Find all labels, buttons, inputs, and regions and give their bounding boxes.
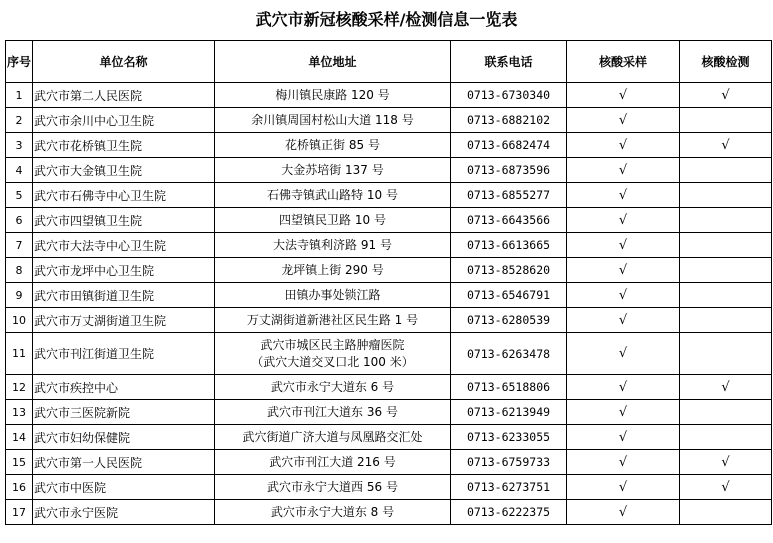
info-table bbox=[5, 40, 772, 525]
row-testing-check bbox=[680, 333, 772, 375]
row-address-line-2: （武穴大道交叉口北 100 米） bbox=[251, 354, 414, 369]
row-address bbox=[215, 333, 451, 375]
row-seq: 9 bbox=[6, 283, 33, 308]
table-row bbox=[6, 133, 772, 158]
row-address-line: 龙坪镇上街 290 号 bbox=[281, 262, 384, 277]
row-phone: 0713-8528620 bbox=[451, 258, 567, 283]
row-unit-name: 武穴市大金镇卫生院 bbox=[33, 158, 215, 183]
row-phone: 0713-6233055 bbox=[451, 425, 567, 450]
row-sampling-check: √ bbox=[567, 183, 680, 208]
row-testing-check bbox=[680, 108, 772, 133]
row-sampling-check: √ bbox=[567, 450, 680, 475]
row-address bbox=[215, 133, 451, 158]
row-testing-check bbox=[680, 258, 772, 283]
row-address bbox=[215, 108, 451, 133]
row-address-line: 大金苏培街 137 号 bbox=[281, 162, 384, 177]
row-seq: 4 bbox=[6, 158, 33, 183]
row-sampling-check: √ bbox=[567, 233, 680, 258]
table-row bbox=[6, 475, 772, 500]
row-unit-name: 武穴市花桥镇卫生院 bbox=[33, 133, 215, 158]
row-address bbox=[215, 450, 451, 475]
row-phone: 0713-6682474 bbox=[451, 133, 567, 158]
row-address bbox=[215, 283, 451, 308]
row-address-line: 四望镇民卫路 10 号 bbox=[279, 212, 386, 227]
row-address-line: 武穴市刊江大道东 36 号 bbox=[267, 404, 398, 419]
row-address-line: 石佛寺镇武山路特 10 号 bbox=[267, 187, 398, 202]
table-row bbox=[6, 83, 772, 108]
row-testing-check bbox=[680, 158, 772, 183]
row-seq: 10 bbox=[6, 308, 33, 333]
row-address-line: 武穴市刊江大道 216 号 bbox=[269, 454, 396, 469]
row-sampling-check: √ bbox=[567, 308, 680, 333]
row-seq: 7 bbox=[6, 233, 33, 258]
row-sampling-check: √ bbox=[567, 425, 680, 450]
row-address-line: 武穴市城区民主路肿瘤医院 bbox=[260, 337, 405, 352]
row-phone: 0713-6643566 bbox=[451, 208, 567, 233]
header-testing: 核酸检测 bbox=[680, 41, 772, 83]
row-address-line: 田镇办事处锁江路 bbox=[284, 287, 381, 302]
header-sampling: 核酸采样 bbox=[567, 41, 680, 83]
header-seq: 序号 bbox=[6, 41, 33, 83]
row-sampling-check: √ bbox=[567, 475, 680, 500]
row-seq: 8 bbox=[6, 258, 33, 283]
row-unit-name: 武穴市疾控中心 bbox=[33, 375, 215, 400]
row-phone: 0713-6263478 bbox=[451, 333, 567, 375]
row-testing-check bbox=[680, 425, 772, 450]
row-unit-name: 武穴市四望镇卫生院 bbox=[33, 208, 215, 233]
header-row bbox=[6, 41, 772, 83]
row-sampling-check: √ bbox=[567, 375, 680, 400]
page-title: 武穴市新冠核酸采样/检测信息一览表 bbox=[255, 10, 518, 29]
row-sampling-check: √ bbox=[567, 333, 680, 375]
row-address-line: 花桥镇正街 85 号 bbox=[285, 137, 380, 152]
row-unit-name: 武穴市万丈湖街道卫生院 bbox=[33, 308, 215, 333]
row-phone: 0713-6546791 bbox=[451, 283, 567, 308]
row-phone: 0713-6613665 bbox=[451, 233, 567, 258]
row-testing-check bbox=[680, 208, 772, 233]
row-seq: 1 bbox=[6, 83, 33, 108]
row-phone: 0713-6280539 bbox=[451, 308, 567, 333]
row-unit-name: 武穴市刊江街道卫生院 bbox=[33, 333, 215, 375]
table-row bbox=[6, 258, 772, 283]
table-row bbox=[6, 208, 772, 233]
table-row bbox=[6, 183, 772, 208]
row-address bbox=[215, 308, 451, 333]
row-phone: 0713-6213949 bbox=[451, 400, 567, 425]
row-sampling-check: √ bbox=[567, 400, 680, 425]
row-sampling-check: √ bbox=[567, 208, 680, 233]
row-testing-check: √ bbox=[680, 450, 772, 475]
row-testing-check bbox=[680, 183, 772, 208]
row-address-line: 武穴市永宁大道东 8 号 bbox=[270, 504, 395, 519]
row-testing-check: √ bbox=[680, 475, 772, 500]
row-address bbox=[215, 183, 451, 208]
row-phone: 0713-6730340 bbox=[451, 83, 567, 108]
row-seq: 15 bbox=[6, 450, 33, 475]
row-unit-name: 武穴市余川中心卫生院 bbox=[33, 108, 215, 133]
row-unit-name: 武穴市石佛寺中心卫生院 bbox=[33, 183, 215, 208]
row-testing-check bbox=[680, 233, 772, 258]
row-sampling-check: √ bbox=[567, 108, 680, 133]
header-name: 单位名称 bbox=[33, 41, 215, 83]
row-address bbox=[215, 258, 451, 283]
row-address bbox=[215, 500, 451, 525]
row-sampling-check: √ bbox=[567, 500, 680, 525]
row-sampling-check: √ bbox=[567, 258, 680, 283]
table-row bbox=[6, 283, 772, 308]
row-address-line: 武穴街道广济大道与凤凰路交汇处 bbox=[242, 429, 423, 444]
table-row bbox=[6, 450, 772, 475]
row-unit-name: 武穴市大法寺中心卫生院 bbox=[33, 233, 215, 258]
row-seq: 11 bbox=[6, 333, 33, 375]
header-address: 单位地址 bbox=[215, 41, 451, 83]
row-unit-name: 武穴市三医院新院 bbox=[33, 400, 215, 425]
table-row bbox=[6, 233, 772, 258]
row-address bbox=[215, 158, 451, 183]
row-unit-name: 武穴市中医院 bbox=[33, 475, 215, 500]
table-row bbox=[6, 500, 772, 525]
row-unit-name: 武穴市永宁医院 bbox=[33, 500, 215, 525]
row-phone: 0713-6882102 bbox=[451, 108, 567, 133]
table-row bbox=[6, 400, 772, 425]
row-phone: 0713-6759733 bbox=[451, 450, 567, 475]
row-address-line: 梅川镇民康路 120 号 bbox=[275, 87, 390, 102]
table-row bbox=[6, 333, 772, 375]
row-unit-name: 武穴市田镇街道卫生院 bbox=[33, 283, 215, 308]
row-address bbox=[215, 425, 451, 450]
row-unit-name: 武穴市妇幼保健院 bbox=[33, 425, 215, 450]
header-phone: 联系电话 bbox=[451, 41, 567, 83]
table-row bbox=[6, 308, 772, 333]
row-seq: 5 bbox=[6, 183, 33, 208]
row-address-line: 武穴市永宁大道东 6 号 bbox=[270, 379, 395, 394]
table-row bbox=[6, 108, 772, 133]
row-address bbox=[215, 400, 451, 425]
row-testing-check bbox=[680, 500, 772, 525]
row-seq: 6 bbox=[6, 208, 33, 233]
row-sampling-check: √ bbox=[567, 133, 680, 158]
row-seq: 13 bbox=[6, 400, 33, 425]
row-testing-check: √ bbox=[680, 83, 772, 108]
row-seq: 14 bbox=[6, 425, 33, 450]
row-sampling-check: √ bbox=[567, 283, 680, 308]
row-testing-check: √ bbox=[680, 375, 772, 400]
row-address-line: 万丈湖街道新港社区民生路 1 号 bbox=[246, 312, 419, 327]
row-phone: 0713-6222375 bbox=[451, 500, 567, 525]
row-sampling-check: √ bbox=[567, 83, 680, 108]
row-address-line: 武穴市永宁大道西 56 号 bbox=[267, 479, 398, 494]
row-testing-check bbox=[680, 283, 772, 308]
row-phone: 0713-6855277 bbox=[451, 183, 567, 208]
row-phone: 0713-6873596 bbox=[451, 158, 567, 183]
row-phone: 0713-6518806 bbox=[451, 375, 567, 400]
row-testing-check: √ bbox=[680, 133, 772, 158]
row-phone: 0713-6273751 bbox=[451, 475, 567, 500]
table-row bbox=[6, 425, 772, 450]
row-address bbox=[215, 233, 451, 258]
row-address bbox=[215, 83, 451, 108]
row-address bbox=[215, 375, 451, 400]
row-address-line: 大法寺镇利济路 91 号 bbox=[273, 237, 392, 252]
row-address bbox=[215, 208, 451, 233]
row-seq: 3 bbox=[6, 133, 33, 158]
table-row bbox=[6, 158, 772, 183]
row-unit-name: 武穴市龙坪中心卫生院 bbox=[33, 258, 215, 283]
row-sampling-check: √ bbox=[567, 158, 680, 183]
row-seq: 16 bbox=[6, 475, 33, 500]
row-unit-name: 武穴市第一人民医院 bbox=[33, 450, 215, 475]
row-address-line: 余川镇周国村松山大道 118 号 bbox=[251, 112, 414, 127]
row-seq: 12 bbox=[6, 375, 33, 400]
row-seq: 2 bbox=[6, 108, 33, 133]
row-testing-check bbox=[680, 400, 772, 425]
row-testing-check bbox=[680, 308, 772, 333]
row-unit-name: 武穴市第二人民医院 bbox=[33, 83, 215, 108]
row-seq: 17 bbox=[6, 500, 33, 525]
row-address bbox=[215, 475, 451, 500]
table-row bbox=[6, 375, 772, 400]
